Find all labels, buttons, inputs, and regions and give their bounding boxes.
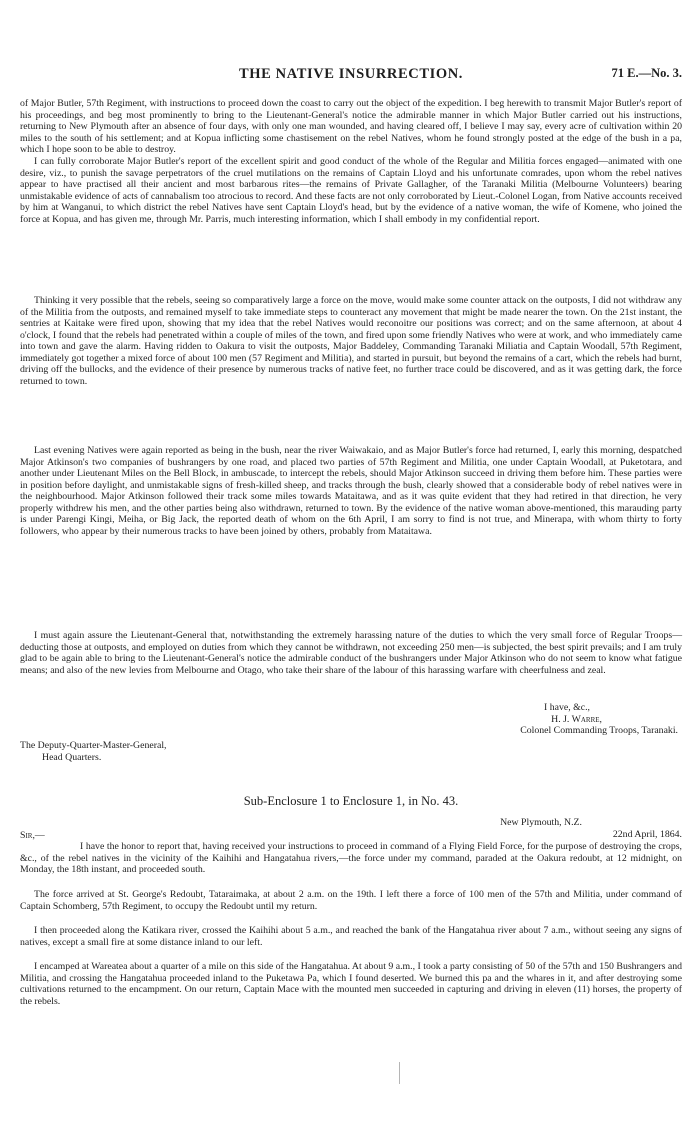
salutation xyxy=(20,830,45,841)
enclosure-paragraph-1: I have the honor to report that, having received your instructions to proceed in command of a Flying Field Force, for the purpose of destroying the crops, &c., of the rebel natives in the vicinity of the Kaihihi and Hangatahua rivers,—the force under my command, paraded at the Oakura redoubt, at 12 midnight, on Monday, the 18th instant, and proceeded south. xyxy=(20,841,682,876)
running-title: THE NATIVE INSURRECTION. xyxy=(238,66,464,82)
letter-paragraph-4: Last evening Natives were again reported as being in the bush, near the river Waiwakaio, and as Major Butler's force had returned, I, early this morning, despatched Major Atkinson's two companies of bushrangers by one road, and placed two parties of 57th Regiment and Militia, one under Captain Woodall, at Puketotara, and another under Lieutenant Miles on the Bell Block, in ambuscade, to intercept the rebels, should Major Atkinson succeed in driving them before him. These parties were in position before daylight, and unmistakable signs of fresh-killed sheep, and tracks through the bush, clearly showed that a considerable body of rebel natives were in the neighbourhood. Major Atkinson followed their track some miles towards Mataitawa, and as it was quite evident that they had retired in that direction, he very properly withdrew his men, and the other parties being also withdrawn, returned to town. By the evidence of the native woman above-mentioned, this marauding party is under Parengi Kingi, Meiha, or Big Jack, the reported death of whom on the 6th April, I am sorry to find is not true, and Minerapa, with whom thirty to forty followers, who appear by their numerous tracks to have been joined by others, probably from Mataitawa. xyxy=(20,445,682,537)
signature-block xyxy=(320,702,682,737)
signature-closing: I have, &c., xyxy=(544,702,590,713)
letter-paragraph-5: I must again assure the Lieutenant-General that, notwithstanding the extremely harassing nature of the duties to which the very small force of Regular Troops—deducting those at outposts, and employed on duties from which they cannot be withdrawn, not exceeding 250 men—is subjected, the best spirit prevails; and I am truly glad to be again able to bring to the Lieutenant-General's notice the admirable conduct of the bushrangers under Major Atkinson who do not seem to know what fatigue means; and also of the new levies from Melbourne and Otago, who take their share of the labour of this harassing warfare with cheerfulness and zeal. xyxy=(20,630,682,676)
letter-paragraph-1: of Major Butler, 57th Regiment, with instructions to proceed down the coast to carry out the object of the expedition. I beg herewith to transmit Major Butler's report of his proceedings, and beg most prominently to bring to the Lieutenant-General's notice the admirable manner in which Major Butler carried out his instructions, returning to New Plymouth after an absence of four days, with only one man wounded, and having cleared off, I believe I may say, every acre of cultivation within 20 miles to the south of his settlement; and at Kopua inflicting some chastisement on the rebel Natives, whom he found strongly posted at the edge of the bush in a pa, which I hope soon to be able to destroy. xyxy=(20,98,682,156)
signature-name: H. J. Warre, xyxy=(551,713,602,725)
page-number: 71 E.—No. 3. xyxy=(611,66,682,80)
enclosure-date: 22nd April, 1864. xyxy=(612,828,682,840)
enclosure-place: New Plymouth, N.Z. xyxy=(500,817,582,828)
enclosure-paragraph-2: The force arrived at St. George's Redoubt, Tataraimaka, at about 2 a.m. on the 19th. I left there a force of 100 men of the 57th and Militia, under command of Captain Schomberg, 57th Regiment, to occupy the Redoubt until my return. xyxy=(20,889,682,912)
salutation-text: Sir,— xyxy=(20,830,45,841)
enclosure-heading: Sub-Enclosure 1 to Enclosure 1, in No. 43. xyxy=(243,794,459,808)
addressee-line-2: Head Quarters. xyxy=(42,751,102,763)
page-footer-mark xyxy=(399,1062,400,1084)
enclosure-paragraph-3: I then proceeded along the Katikara river, crossed the Kaihihi about 5 a.m., and reached the bank of the Hangatahua river about 7 a.m., without seeing any signs of natives, except a small fire at some distance inland to our left. xyxy=(20,925,682,948)
place-date xyxy=(382,817,682,840)
addressee xyxy=(20,740,320,763)
page-header xyxy=(20,66,682,84)
signature-title: Colonel Commanding Troops, Taranaki. xyxy=(520,725,678,737)
letter-paragraph-3: Thinking it very possible that the rebels, seeing so comparatively large a force on the move, would make some counter attack on the outposts, I did not withdraw any of the Militia from the outposts, and remained myself to take immediate steps to counteract any movement that might be made nearer the town. On the 21st instant, the sentries at Kaitake were fired upon, showing that my idea that the rebel Natives would reconoitre our positions was correct; and on the same afternoon, at about 4 o'clock, I found that the rebels had penetrated within a couple of miles of the town, and fired upon some friendly Natives who were at work, and who immediately came into town and gave the alarm. Having ridden to Oakura to visit the outposts, Major Baddeley, Commanding Taranaki Miliatia and Captain Woodall, 57th Regiment, immediately got together a mixed force of about 100 men (57 Regiment and Militia), and started in pursuit, but beyond the remains of a cart, which the rebels had burnt, driving off the bullocks, and the evidence of their presence by numerous tracks of native feet, no further trace could be discovered, and as it was getting dark, the force returned to town. xyxy=(20,295,682,387)
enclosure-paragraph-4: I encamped at Wareatea about a quarter of a mile on this side of the Hangatahua. At about 9 a.m., I took a party consisting of 50 of the 57th and 150 Bushrangers and Militia, and crossing the Hangatahua proceeded inland to the Puketawa Pa, which I found deserted. We burned this pa and the whares in it, and after destroying some cultivations returned to the encampment. On our return, Captain Mace with the mounted men succeeded in capturing and driving in eleven (11) horses, the property of the rebels. xyxy=(20,961,682,1007)
letter-paragraph-2: I can fully corroborate Major Butler's report of the excellent spirit and good conduct of the whole of the Regular and Militia forces engaged—animated with one desire, viz., to punish the savage perpetrators of the cruel mutilations on the remains of Captain Lloyd and his unfortunate comrades, upon whom the rebel natives appear to have practised all their ancient and most barbarous rites—the remains of Private Gallagher, of the Taranaki Militia (Melbourne Volunteers) bearing unmistakable evidence of acts of cannabalism too atrocious to record. And these facts are not only corroborated by Lieut.-Colonel Logan, from Native accounts received by him at Wanganui, to which district the rebel Natives have sent Captain Lloyd's head, but by the evidence of a native woman, the wife of Komene, who joined the force at Kopua, and has given me, through Mr. Parris, much interesting information, which I shall embody in my confidential report. xyxy=(20,156,682,225)
addressee-line-1: The Deputy-Quarter-Master-General, xyxy=(20,740,167,751)
